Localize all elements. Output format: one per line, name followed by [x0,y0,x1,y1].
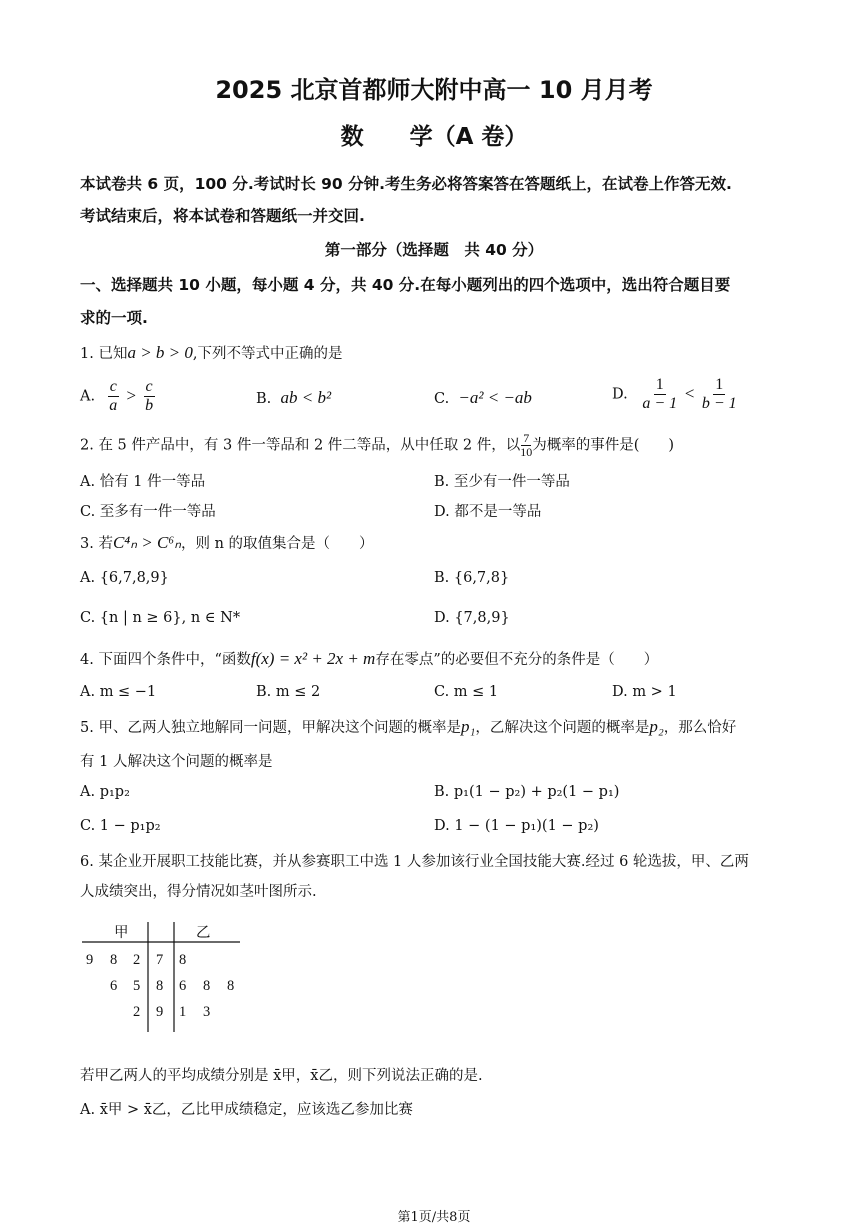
question-1-stem: 1. 已知a > b > 0,下列不等式中正确的是 [80,343,343,362]
question-5-stem-line-1: 5. 甲、乙两人独立地解同一问题，甲解决这个问题的概率是p₁，乙解决这个问题的概率是p₂，那么恰好 [80,717,737,736]
question-3-stem: 3. 若C⁴ₙ > C⁶ₙ，则 n 的取值集合是（ ） [80,533,374,552]
section-instruction-line-1: 一、选择题共 10 小题，每小题 4 分，共 40 分.在每小题列出的四个选项中，选出符合题目要 [80,276,731,294]
question-6-stem-line-2: 人成绩突出，得分情况如茎叶图所示. [80,884,317,900]
question-4-option-a: A. m ≤ −1 [80,684,157,700]
question-1-option-a: A. $\frac{c}{a}$ > $\frac{c}{b}$ [80,378,154,414]
stem-value: 9 [156,1004,164,1020]
leaf-right: 1 [179,1004,187,1020]
question-4-option-d: D. m > 1 [612,684,677,700]
question-1-option-d: D. $\frac{1}{a - 1}$ < $\frac{1}{b - 1}$ [612,376,737,412]
leaf-right: 8 [179,952,187,968]
exam-title: 2025 北京首都师大附中高一 10 月月考 [215,76,653,104]
stem-value: 8 [156,978,164,994]
leaf-right: 3 [203,1004,211,1020]
leaf-left: 5 [133,978,141,994]
intro-line-2: 考试结束后，将本试卷和答题纸一并交回. [80,207,365,225]
question-5-option-d: D. 1 − (1 − p₁)(1 − p₂) [434,818,599,834]
leaf-left: 2 [133,952,141,968]
intro-line-1: 本试卷共 6 页，100 分.考试时长 90 分钟.考生务必将答案答在答题纸上，在试卷上作答无效. [80,175,732,193]
question-3-option-d: D. {7,8,9} [434,610,510,626]
question-5-option-b: B. p₁(1 − p₂) + p₂(1 − p₁) [434,784,620,800]
part1-heading: 第一部分（选择题 共 40 分） [324,241,544,259]
question-1-option-c: C. −a² < −ab [434,388,532,407]
question-2-option-c: C. 至多有一件一等品 [80,504,216,520]
stem-leaf-plot [82,922,242,1037]
leaf-right: 8 [203,978,211,994]
question-2-stem: 2. 在 5 件产品中，有 3 件一等品和 2 件二等品，从中任取 2 件，以 $\frac{7}{10}$ 为概率的事件是( ) [80,431,675,459]
leaf-left: 9 [86,952,94,968]
leaf-right: 6 [179,978,187,994]
question-3-option-b: B. {6,7,8} [434,570,510,586]
question-5-stem-line-2: 有 1 人解决这个问题的概率是 [80,754,273,770]
leaf-header-yi: 乙 [196,925,211,941]
page-number: 第1页/共8页 [397,1210,471,1225]
leaf-left: 2 [133,1004,141,1020]
question-5-option-c: C. 1 − p₁p₂ [80,818,161,834]
question-4-option-c: C. m ≤ 1 [434,684,499,700]
question-6-option-a: A. x̄甲 > x̄乙，乙比甲成绩稳定，应该选乙参加比赛 [80,1102,413,1118]
question-6-after-plot: 若甲乙两人的平均成绩分别是 x̄甲，x̄乙，则下列说法正确的是. [80,1068,483,1084]
exam-subtitle: 数 学（A 卷） [340,124,528,150]
question-4-stem: 4. 下面四个条件中，“函数f(x) = x² + 2x + m存在零点”的必要但不充分的条件是（ ） [80,649,659,668]
question-3-option-c: C. {n | n ≥ 6}, n ∈ N* [80,610,241,626]
stem-value: 7 [156,952,164,968]
leaf-right: 8 [227,978,235,994]
leaf-left: 8 [110,952,118,968]
question-2-option-a: A. 恰有 1 件一等品 [80,474,206,490]
question-3-option-a: A. {6,7,8,9} [80,570,169,586]
leaf-left: 6 [110,978,118,994]
question-2-option-d: D. 都不是一等品 [434,504,542,520]
leaf-header-jia: 甲 [114,925,129,941]
section-instruction-line-2: 求的一项. [80,309,148,327]
question-1-option-b: B. ab < b² [256,388,332,407]
question-6-stem-line-1: 6. 某企业开展职工技能比赛，并从参赛职工中选 1 人参加该行业全国技能大赛.经过 6 轮选拔，甲、乙两 [80,854,749,870]
question-4-option-b: B. m ≤ 2 [256,684,321,700]
question-5-option-a: A. p₁p₂ [80,784,130,800]
question-2-option-b: B. 至少有一件一等品 [434,474,570,490]
